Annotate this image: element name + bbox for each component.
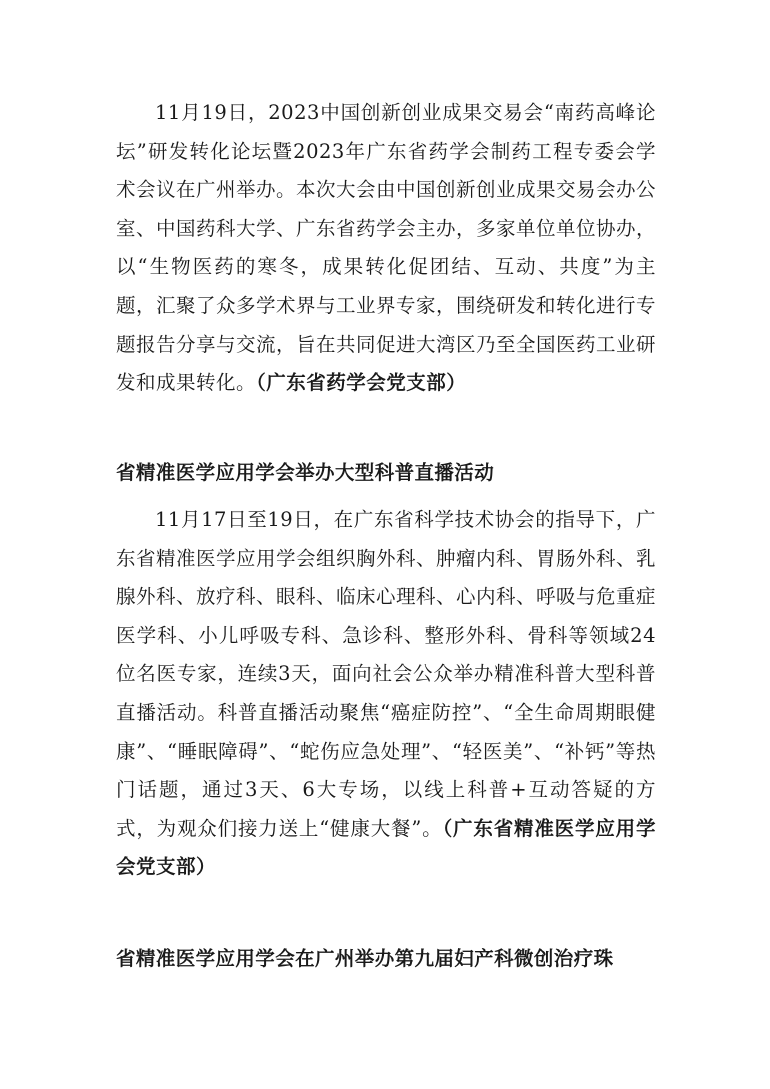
article-1-body: 11月19日，2023中国创新创业成果交易会“南药高峰论坛”研发转化论坛暨2023年广东省药学会制药工程专委会学术会议在广州举办。本次大会由中国创新创业成果交易会办公室、中国药科大学、广东省药学会主办，多家单位单位协办，以“生物医药的寒冬，成果转化促团结、互动、共度”为主题，汇聚了众多学术界与工业界专家，围绕研发和转化进行专题报告分享与交流，旨在共同促进大湾区乃至全国医药工业研发和成果转化。 bbox=[116, 101, 657, 395]
article-3-title: 省精准医学应用学会在广州举办第九届妇产科微创治疗珠 bbox=[116, 947, 614, 970]
article-2-body: 11月17日至19日，在广东省科学技术协会的指导下，广东省精准医学应用学会组织胸外科、肿瘤内科、胃肠外科、乳腺外科、放疗科、眼科、临床心理科、心内科、呼吸与危重症医学科、小儿呼吸专科、急诊科、整形外科、骨科等领域24位名医专家，连续3天，面向社会公众举办精准科普大型科普直播活动。科普直播活动聚焦“癌症防控”、“全生命周期眼健康”、“睡眠障碍”、“蛇伤应急处理”、“轻医美”、“补钙”等热门话题，通过3天、6大专场，以线上科普+互动答疑的方式，为观众们接力送上“健康大餐”。 bbox=[116, 508, 657, 840]
article-2-title: 省精准医学应用学会举办大型科普直播活动 bbox=[116, 461, 495, 484]
article-1-source: （广东省药学会党支部） bbox=[256, 371, 467, 395]
article-2-source: （广东省精准医学应用学会党支部） bbox=[116, 816, 656, 879]
article-1-paragraph bbox=[116, 94, 656, 403]
article-2-paragraph bbox=[116, 501, 656, 887]
